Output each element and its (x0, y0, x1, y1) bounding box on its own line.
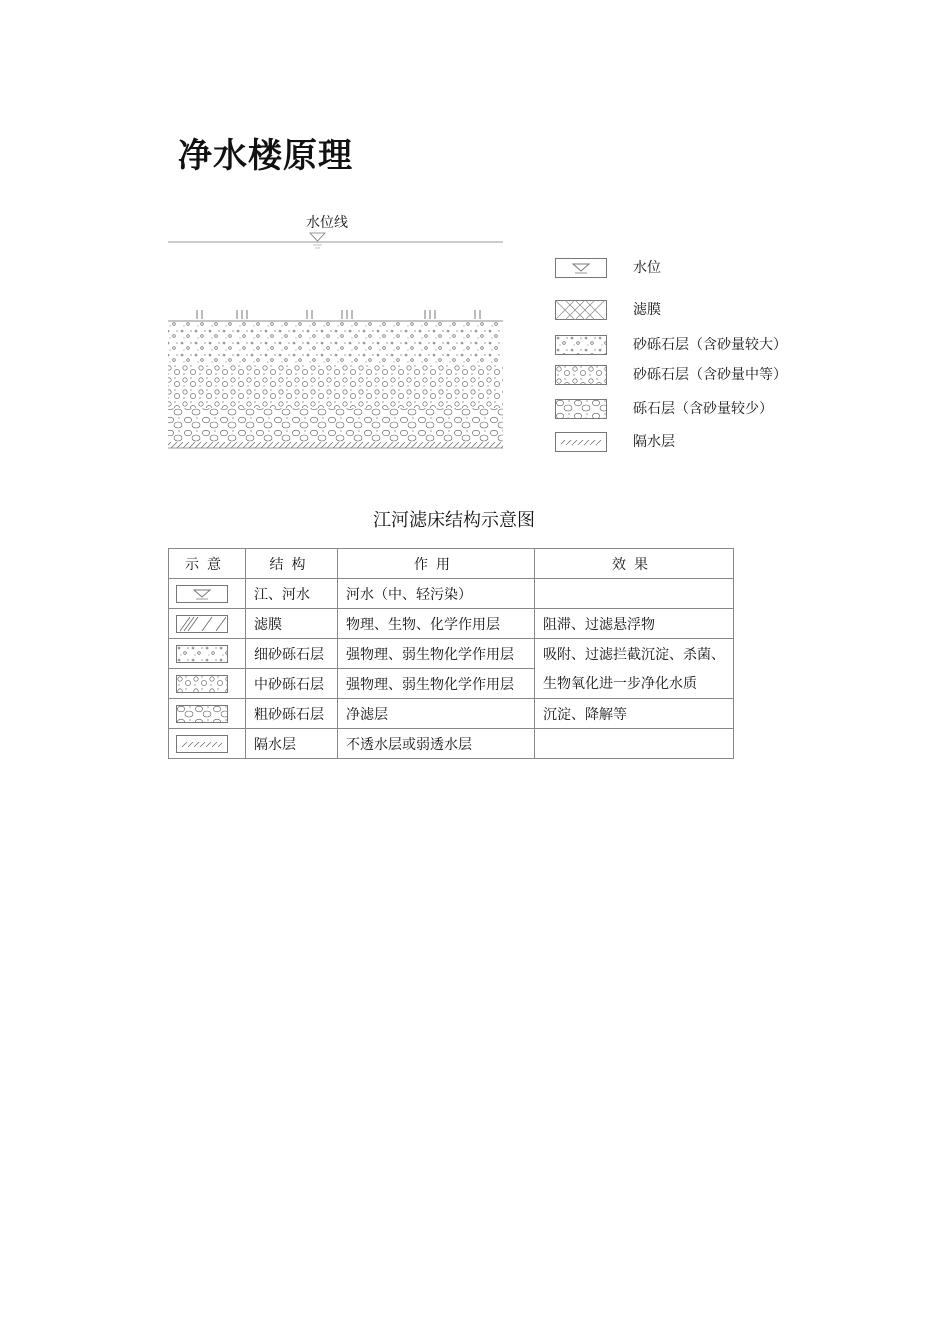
row-swatch (169, 579, 246, 609)
row-structure: 细砂砾石层 (246, 639, 338, 669)
row-effect: 沉淀、降解等 (535, 699, 734, 729)
table-row (169, 579, 734, 609)
header-function: 作用 (338, 549, 535, 579)
table-row (169, 699, 734, 729)
header-structure: 结构 (246, 549, 338, 579)
figure-caption (0, 506, 950, 532)
header-effect: 效果 (535, 549, 734, 579)
row-effect (535, 579, 734, 609)
filter-bed-table (168, 548, 734, 759)
row-structure: 隔水层 (246, 729, 338, 759)
legend-item-filter-membrane (555, 299, 661, 321)
legend-item-impermeable-layer (555, 431, 675, 453)
legend-item-medium-gravel (555, 364, 787, 386)
row-function: 物理、生物、化学作用层 (338, 609, 535, 639)
row-function: 强物理、弱生物化学作用层 (338, 639, 535, 669)
legend-item-coarse-gravel (555, 398, 773, 420)
table-row (169, 669, 734, 699)
legend-item-fine-gravel (555, 334, 787, 356)
coarse-gravel-icon (555, 399, 607, 419)
row-function: 强物理、弱生物化学作用层 (338, 669, 535, 699)
row-effect (535, 729, 734, 759)
table-row (169, 639, 734, 669)
row-structure: 粗砂砾石层 (246, 699, 338, 729)
legend-item-water-level (555, 257, 661, 279)
table-header-row (169, 549, 734, 579)
water-line-label: 水位线 (306, 215, 348, 231)
page-title: 净水楼原理 (178, 136, 353, 176)
filter-bed-diagram (165, 208, 510, 458)
legend-label: 砾石层（含砂量较少） (633, 401, 773, 417)
row-effect: 生物氧化进一步净化水质 (535, 669, 734, 699)
filter-membrane-icon (176, 615, 228, 633)
diagram-legend (555, 252, 815, 462)
row-structure: 滤膜 (246, 609, 338, 639)
impermeable-layer-icon (176, 735, 228, 753)
water-level-icon (176, 585, 228, 603)
medium-gravel-icon (176, 675, 228, 693)
legend-label: 滤膜 (633, 302, 661, 318)
fine-gravel-icon (176, 645, 228, 663)
legend-label: 水位 (633, 260, 661, 276)
water-level-icon (555, 258, 607, 278)
filter-membrane-icon (555, 300, 607, 320)
table-row (169, 609, 734, 639)
table-row (169, 729, 734, 759)
impermeable-layer-icon (555, 432, 607, 452)
legend-label: 砂砾石层（含砂量较大） (633, 337, 787, 353)
row-swatch (169, 669, 246, 699)
row-function: 不透水层或弱透水层 (338, 729, 535, 759)
row-swatch (169, 699, 246, 729)
row-function: 净滤层 (338, 699, 535, 729)
figure-caption-text: 江河滤床结构示意图 (373, 510, 535, 531)
row-effect: 阻滞、过滤悬浮物 (535, 609, 734, 639)
legend-label: 隔水层 (633, 434, 675, 450)
row-swatch (169, 609, 246, 639)
coarse-gravel-icon (176, 705, 228, 723)
medium-gravel-icon (555, 365, 607, 385)
header-illustration: 示意 (169, 549, 246, 579)
row-structure: 江、河水 (246, 579, 338, 609)
row-function: 河水（中、轻污染） (338, 579, 535, 609)
legend-label: 砂砾石层（含砂量中等） (633, 367, 787, 383)
row-effect: 吸附、过滤拦截沉淀、杀菌、 (535, 639, 734, 669)
row-structure: 中砂砾石层 (246, 669, 338, 699)
row-swatch (169, 639, 246, 669)
fine-gravel-icon (555, 335, 607, 355)
row-swatch (169, 729, 246, 759)
